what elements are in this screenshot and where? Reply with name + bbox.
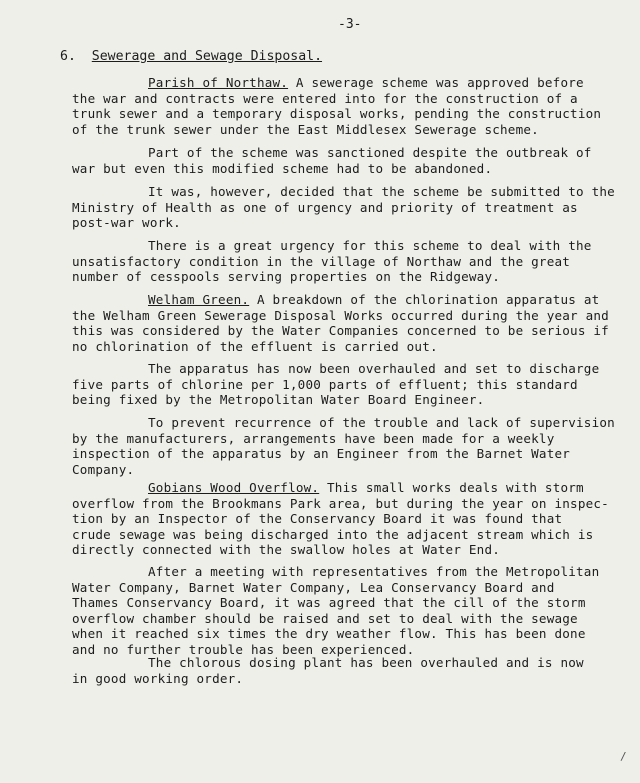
line-text: Ministry of Health as one of urgency and priority of treatment as bbox=[72, 199, 578, 215]
line-text: tion by an Inspector of the Conservancy Board it was found that bbox=[72, 511, 563, 526]
paragraph-line bbox=[72, 415, 615, 431]
page-number: -3- bbox=[338, 17, 362, 32]
line-text: being fixed by the Metropolitan Water Board Engineer. bbox=[72, 392, 485, 407]
paragraph-line bbox=[72, 611, 599, 627]
paragraph-line bbox=[72, 564, 599, 580]
paragraph-line bbox=[72, 580, 599, 596]
margin-mark: / bbox=[620, 750, 627, 763]
paragraph-line bbox=[72, 377, 599, 393]
line-text: number of cesspools serving properties on the Ridgeway. bbox=[72, 269, 501, 284]
paragraph-line bbox=[72, 431, 615, 447]
paragraph-line bbox=[72, 626, 599, 642]
line-text: the war and contracts were entered into for the construction of a bbox=[72, 90, 578, 106]
line-text: inspection of the apparatus by an Engineer from the Barnet Water bbox=[72, 446, 571, 461]
paragraph bbox=[72, 184, 615, 231]
line-text: no chlorination of the effluent is carried out. bbox=[72, 338, 438, 354]
paragraph bbox=[72, 361, 599, 408]
paragraph-line bbox=[72, 511, 609, 527]
paragraph-lead: Welham Green. bbox=[148, 292, 250, 307]
line-text: crude sewage was being discharged into the adjacent stream which is bbox=[72, 526, 594, 542]
line-text: The chlorous dosing plant has been overhauled and is now bbox=[148, 655, 584, 670]
line-text: overflow from the Brookmans Park area, but during the year on inspec- bbox=[72, 495, 609, 511]
paragraph-line bbox=[72, 91, 601, 107]
line-text: There is a great urgency for this scheme to deal with the bbox=[148, 238, 592, 253]
paragraph bbox=[72, 655, 584, 686]
line-text: trunk sewer and a temporary disposal works, pending the construction bbox=[72, 106, 602, 121]
paragraph-line bbox=[72, 462, 615, 478]
line-text: unsatisfactory condition in the village of Northaw and the great bbox=[72, 253, 571, 269]
section-title: Sewerage and Sewage Disposal. bbox=[91, 49, 323, 64]
paragraph bbox=[72, 415, 615, 477]
paragraph-line bbox=[72, 655, 584, 671]
line-text: Company. bbox=[72, 461, 135, 477]
line-text: This small works deals with storm bbox=[327, 480, 584, 495]
paragraph-line bbox=[72, 75, 601, 91]
paragraph-line bbox=[72, 308, 609, 324]
line-text: post-war work. bbox=[72, 215, 181, 230]
paragraph-line bbox=[72, 446, 615, 462]
line-text: of the trunk sewer under the East Middlesex Sewerage scheme. bbox=[72, 121, 539, 137]
line-text: the Welham Green Sewerage Disposal Works occurred during the year and bbox=[72, 307, 609, 323]
line-text: in good working order. bbox=[72, 670, 244, 686]
paragraph-line bbox=[72, 671, 584, 687]
line-text: when it reached six times the dry weather flow. This has been done bbox=[72, 626, 586, 641]
paragraph-line bbox=[72, 161, 592, 177]
paragraph-line bbox=[72, 361, 599, 377]
paragraph-line bbox=[72, 184, 615, 200]
paragraph-line bbox=[72, 292, 609, 308]
line-text: It was, however, decided that the scheme be submitted to the bbox=[148, 184, 615, 199]
paragraph-line bbox=[72, 339, 609, 355]
paragraph-line bbox=[72, 145, 592, 161]
paragraph-line bbox=[72, 269, 592, 285]
section-heading bbox=[60, 49, 322, 64]
line-text: by the manufacturers, arrangements have been made for a weekly bbox=[72, 430, 555, 446]
paragraph-lead: Gobians Wood Overflow. bbox=[148, 480, 320, 495]
line-text: and no further trouble has been experienced. bbox=[72, 641, 415, 657]
line-text: A sewerage scheme was approved before bbox=[295, 75, 584, 90]
paragraph-line bbox=[72, 200, 615, 216]
paragraph-line bbox=[72, 392, 599, 408]
line-text: this was considered by the Water Companies concerned to be serious if bbox=[72, 323, 609, 338]
paragraph-line bbox=[72, 254, 592, 270]
paragraph-line bbox=[72, 595, 599, 611]
paragraph-line bbox=[72, 106, 601, 122]
paragraph bbox=[72, 292, 609, 354]
line-text: Thames Conservancy Board, it was agreed that the cill of the storm bbox=[72, 595, 586, 610]
section-number: 6. bbox=[60, 49, 76, 64]
paragraph-line bbox=[72, 238, 592, 254]
line-text: directly connected with the swallow holes at Water End. bbox=[72, 542, 501, 557]
paragraph bbox=[72, 238, 592, 285]
paragraph-line bbox=[72, 496, 609, 512]
paragraph-line bbox=[72, 542, 609, 558]
line-text: Part of the scheme was sanctioned despite the outbreak of bbox=[148, 145, 592, 160]
paragraph bbox=[72, 480, 609, 558]
paragraph bbox=[72, 564, 599, 657]
line-text: After a meeting with representatives from the Metropolitan bbox=[148, 564, 600, 579]
line-text: A breakdown of the chlorination apparatus at bbox=[256, 292, 600, 307]
line-text: To prevent recurrence of the trouble and lack of supervision bbox=[148, 415, 615, 430]
line-text: overflow chamber should be raised and set to deal with the sewage bbox=[72, 610, 578, 626]
paragraph-line bbox=[72, 122, 601, 138]
paragraph bbox=[72, 145, 592, 176]
paragraph bbox=[72, 75, 601, 137]
paragraph-line bbox=[72, 215, 615, 231]
line-text: five parts of chlorine per 1,000 parts of effluent; this standard bbox=[72, 376, 578, 392]
paragraph-lead: Parish of Northaw. bbox=[148, 75, 289, 90]
paragraph-line bbox=[72, 480, 609, 496]
line-text: war but even this modified scheme had to be abandoned. bbox=[72, 160, 493, 176]
line-text: Water Company, Barnet Water Company, Lea Conservancy Board and bbox=[72, 579, 555, 595]
line-text: The apparatus has now been overhauled and set to discharge bbox=[148, 361, 600, 376]
paragraph-line bbox=[72, 527, 609, 543]
paragraph-line bbox=[72, 323, 609, 339]
